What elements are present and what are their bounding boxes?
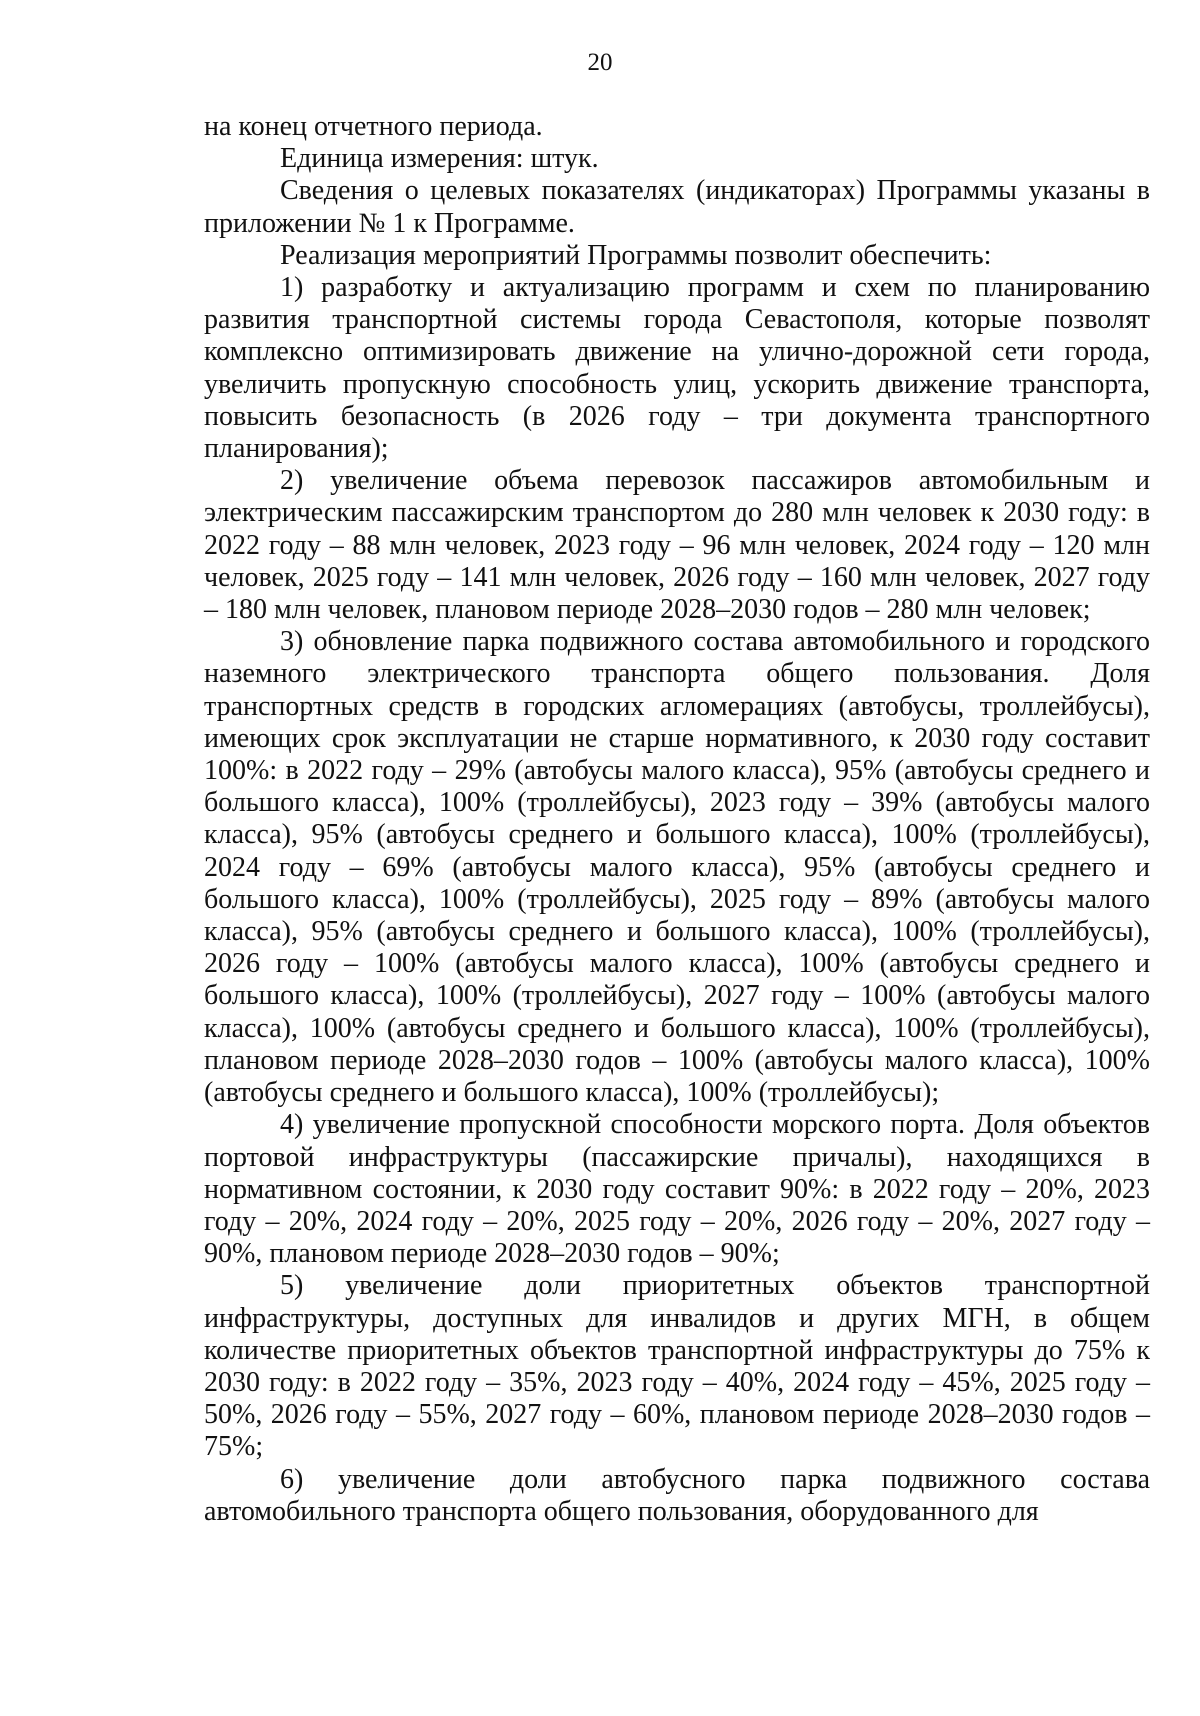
paragraph-item-1: 1) разработку и актуализацию программ и схем по планированию развития транспортной системы города Севастополя, которые позволят комплексно оптимизировать движение на улично-дорожной сети города, увеличить пропускную способность улиц, ускорить движение транспорта, повысить безопасность (в 2026 году – три документа транспортного планирования); <box>204 272 1150 465</box>
paragraph-item-5: 5) увеличение доли приоритетных объектов транспортной инфраструктуры, доступных для инвалидов и других МГН, в общем количестве приоритетных объектов транспортной инфраструктуры до 75% к 2030 году: в 2022 году – 35%, 2023 году – 40%, 2024 году – 45%, 2025 году – 50%, 2026 году – 55%, 2027 году – 60%, плановом периоде 2028–2030 годов – 75%; <box>204 1270 1150 1463</box>
paragraph-period-end: на конец отчетного периода. <box>204 111 543 142</box>
page-number: 20 <box>587 49 613 76</box>
paragraph-item-3: 3) обновление парка подвижного состава автомобильного и городского наземного электрического транспорта общего пользования. Доля транспортных средств в городских агломерациях (автобусы, троллейбусы), имеющих срок эксплуатации не старше нормативного, к 2030 году составит 100%: в 2022 году – 29% (автобусы малого класса), 95% (автобусы среднего и большого класса), 100% (троллейбусы), 2023 году – 39% (автобусы малого класса), 95% (автобусы среднего и большого класса), 100% (троллейбусы), 2024 году – 69% (автобусы малого класса), 95% (автобусы среднего и большого класса), 100% (троллейбусы), 2025 году – 89% (автобусы малого класса), 95% (автобусы среднего и большого класса), 100% (троллейбусы), 2026 году – 100% (автобусы малого класса), 100% (автобусы среднего и большого класса), 100% (троллейбусы), 2027 году – 100% (автобусы малого класса), 100% (автобусы среднего и большого класса), 100% (троллейбусы), плановом периоде 2028–2030 годов – 100% (автобусы малого класса), 100% (автобусы среднего и большого класса), 100% (троллейбусы); <box>204 626 1150 1109</box>
paragraph-indicators-info: Сведения о целевых показателях (индикаторах) Программы указаны в приложении № 1 к Программе. <box>204 175 1150 239</box>
paragraph-unit: Единица измерения: штук. <box>280 143 599 175</box>
paragraph-implementation-intro: Реализация мероприятий Программы позволит обеспечить: <box>280 239 992 271</box>
paragraph-item-2: 2) увеличение объема перевозок пассажиров автомобильным и электрическим пассажирским транспортом до 280 млн человек к 2030 году: в 2022 году – 88 млн человек, 2023 году – 96 млн человек, 2024 году – 120 млн человек, 2025 году – 141 млн человек, 2026 году – 160 млн человек, 2027 году – 180 млн человек, плановом периоде 2028–2030 годов – 280 млн человек; <box>204 465 1150 626</box>
paragraph-item-4: 4) увеличение пропускной способности морского порта. Доля объектов портовой инфраструктуры (пассажирские причалы), находящихся в нормативном состоянии, к 2030 году составит 90%: в 2022 году – 20%, 2023 году – 20%, 2024 году – 20%, 2025 году – 20%, 2026 году – 20%, 2027 году – 90%, плановом периоде 2028–2030 годов – 90%; <box>204 1109 1150 1270</box>
document-body <box>204 111 1150 1528</box>
paragraph-item-6: 6) увеличение доли автобусного парка подвижного состава автомобильного транспорта общего пользования, оборудованного для <box>204 1463 1150 1527</box>
